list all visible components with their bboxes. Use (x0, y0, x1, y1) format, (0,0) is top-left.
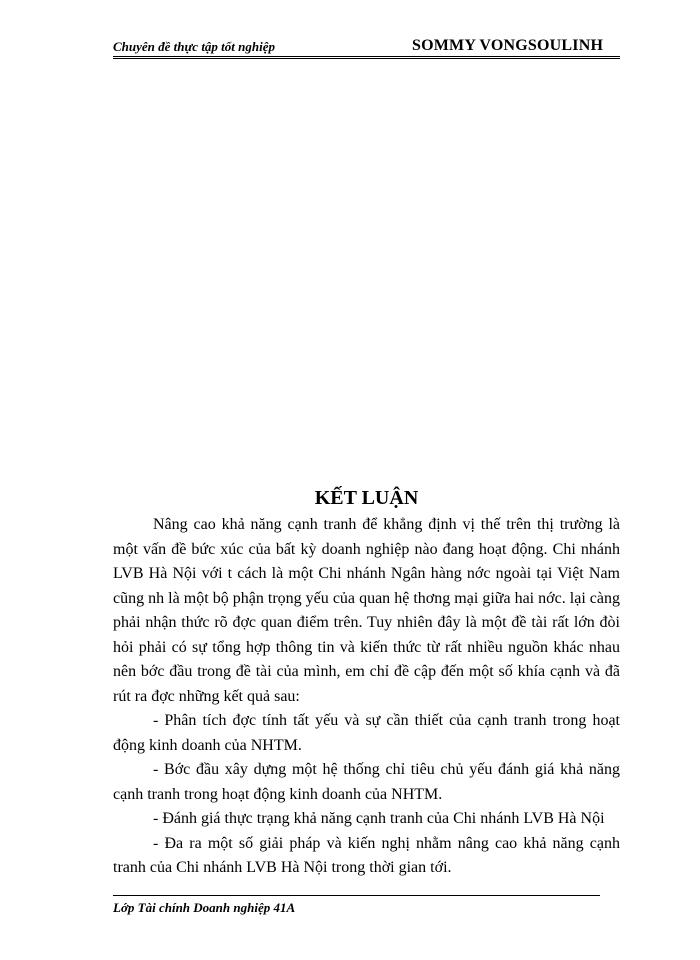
result-item-4: - Đa ra một số giải pháp và kiến nghị nhằm nâng cao khả năng cạnh tranh của Chi nhánh LVB Hà Nội trong thời gian tới. (113, 834, 620, 876)
footer-class-name: Lớp Tài chính Doanh nghiệp 41A (113, 900, 296, 915)
header-divider (113, 56, 620, 59)
header-author-name: SOMMY VONGSOULINH (412, 37, 604, 54)
result-item-2: - Bớc đầu xây dựng một hệ thống chỉ tiêu chủ yếu đánh giá khả năng cạnh tranh trong hoạt động kinh doanh của NHTM. (113, 761, 620, 803)
result-item-1: - Phân tích đợc tính tất yếu và sự cần thiết của cạnh tranh trong hoạt động kinh doanh của NHTM. (113, 712, 620, 754)
footer-divider (113, 895, 600, 896)
page-title: KẾT LUẬN (314, 487, 419, 509)
paragraph-intro: Nâng cao khả năng cạnh tranh để khẳng định vị thế trên thị trường là một vấn đề bức xúc của bất kỳ doanh nghiệp nào đang hoạt động. Chi nhánh LVB Hà Nội với t cách là một Chi nhánh Ngân hàng nớc ngoài tại Việt Nam cũng nh là một bộ phận trọng yếu của quan hệ thơng mại giữa hai nớc. lại càng phải nhận thức rõ đợc quan điểm trên. Tuy nhiên đây là một đề tài rất lớn đòi hỏi phải có sự tổng hợp thông tin và kiến thức từ rất nhiều nguồn khác nhau nên bớc đầu trong đề tài của mình, em chỉ đề cập đến một số khía cạnh và đã rút ra đợc những kết quả sau: (113, 516, 620, 705)
result-item-3: - Đánh giá thực trạng khả năng cạnh tranh của Chi nhánh LVB Hà Nội (153, 810, 605, 827)
header-document-type: Chuyên đề thực tập tốt nghiệp (113, 39, 275, 54)
conclusion-body (113, 513, 620, 881)
